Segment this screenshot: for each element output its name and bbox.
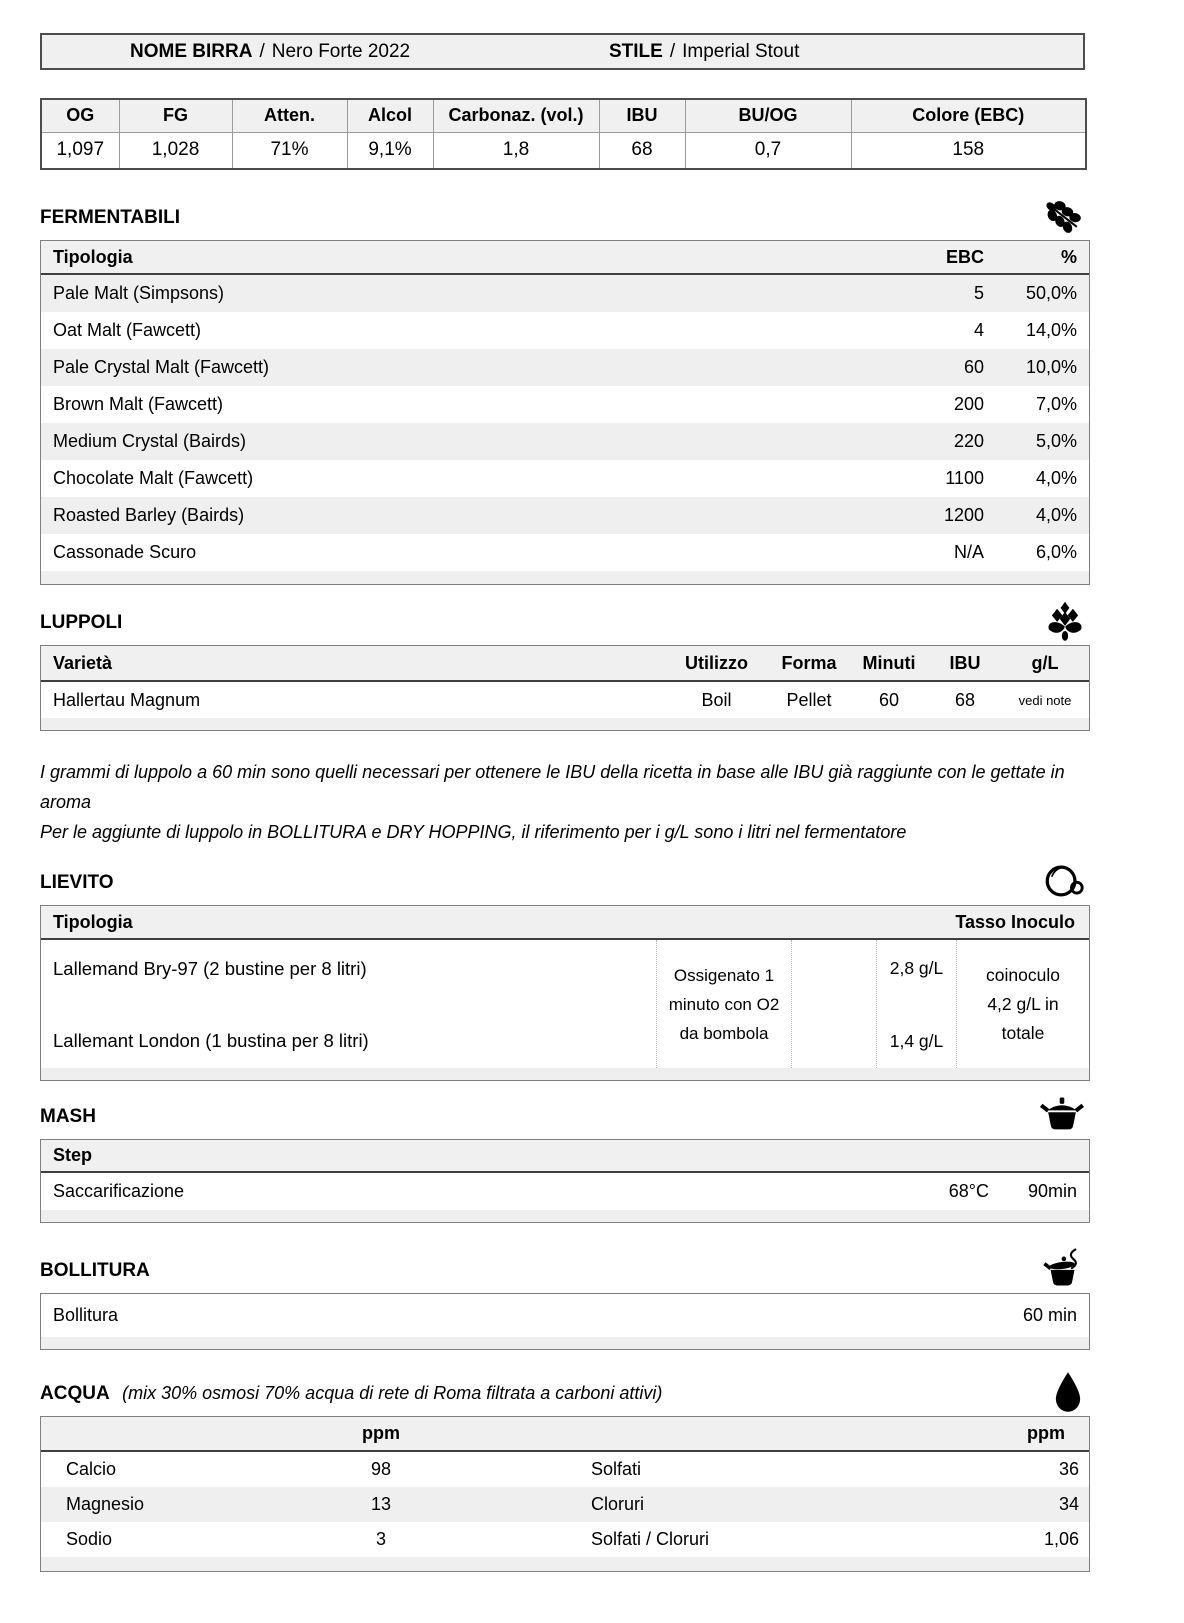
water-ion-value: 13: [370, 1494, 392, 1514]
stats-header-attenuation: Atten.: [232, 99, 347, 132]
hops-header-row: [41, 646, 1089, 682]
fermentables-section-header: [40, 196, 1090, 240]
water-subtitle: (mix 30% osmosi 70% acqua di rete di Roma filtrata a carboni attivi): [122, 1383, 663, 1403]
stats-value-row: [41, 132, 1086, 169]
water-ion-name: Calcio: [66, 1459, 117, 1479]
hops-header-ibu: IBU: [949, 652, 981, 673]
yeast-pitch-rate: 1,4 g/L: [889, 1031, 944, 1051]
hops-header-variety: Varietà: [53, 652, 113, 673]
fermentable-row: [41, 497, 1089, 534]
stats-header-fg: FG: [119, 99, 232, 132]
fermentable-type: Medium Crystal (Bairds): [53, 431, 247, 451]
fermentable-row: [41, 534, 1089, 571]
fermentable-type: Pale Crystal Malt (Fawcett): [53, 357, 270, 377]
yeast-pitch-rates: [876, 940, 956, 1068]
fermentable-ebc: N/A: [953, 542, 984, 562]
mash-header-row: [41, 1140, 1089, 1173]
fermentable-row: [41, 460, 1089, 497]
stats-header-ibu: IBU: [599, 99, 685, 132]
fermentable-type: Pale Malt (Simpsons): [53, 283, 225, 303]
yeast-title: LIEVITO: [40, 872, 114, 893]
yeast-header-row: [41, 906, 1089, 940]
yeast-empty-cell: [791, 940, 876, 1068]
mash-step-name: Saccarificazione: [53, 1181, 185, 1201]
hops-section-header: [40, 601, 1090, 645]
table-footer-stripe: [41, 1210, 1089, 1222]
fermentable-ebc: 5: [973, 283, 984, 303]
stats-value-carbonation: 1,8: [433, 132, 599, 169]
yeast-strain: Lallemand Bry-97 (2 bustine per 8 litri): [53, 958, 367, 979]
fermentables-title: FERMENTABILI: [40, 207, 181, 228]
water-ion-value: 36: [1058, 1459, 1079, 1479]
boiling-pot-icon: [1040, 1248, 1086, 1295]
fermentable-row: [41, 312, 1089, 349]
hop-form: Pellet: [786, 689, 832, 710]
hop-note-line2: Per le aggiunte di luppolo in BOLLITURA e DRY HOPPING, il riferimento per i g/L sono i litri nel fermentatore: [40, 822, 907, 842]
boil-row: [41, 1294, 1089, 1337]
table-footer-stripe: [41, 1068, 1089, 1080]
fermentable-pct: 7,0%: [1035, 394, 1077, 414]
recipe-sheet: [40, 0, 1090, 1572]
fermentable-ebc: 60: [963, 357, 984, 377]
separator: /: [669, 40, 676, 62]
hops-header-minutes: Minuti: [862, 652, 916, 673]
yeast-strains: [41, 940, 656, 1068]
boil-table: [40, 1293, 1090, 1350]
stats-value-attenuation: 71%: [232, 132, 347, 169]
fermentable-type: Roasted Barley (Bairds): [53, 505, 245, 525]
fermentable-type: Brown Malt (Fawcett): [53, 394, 224, 414]
water-ion-name: Solfati / Cloruri: [591, 1529, 710, 1549]
stats-value-alcohol: 9,1%: [347, 132, 433, 169]
fermentable-pct: 5,0%: [1035, 431, 1077, 451]
stats-value-color: 158: [851, 132, 1086, 169]
water-drop-icon: [1050, 1370, 1086, 1419]
table-footer-stripe: [41, 1337, 1089, 1349]
water-row: [41, 1487, 1089, 1522]
fermentable-row: [41, 386, 1089, 423]
hops-header-gl: g/L: [1031, 652, 1059, 673]
hop-cone-icon: [1044, 600, 1086, 647]
fermentables-header-ebc: EBC: [945, 246, 984, 267]
water-ion-name: Sodio: [66, 1529, 113, 1549]
fermentable-pct: 50,0%: [1025, 283, 1077, 303]
fermentable-ebc: 200: [953, 394, 984, 414]
yeast-strain: Lallemant London (1 bustina per 8 litri): [53, 1030, 369, 1051]
hop-use: Boil: [701, 689, 732, 710]
beer-style-label: STILE: [609, 40, 663, 62]
boil-title: BOLLITURA: [40, 1260, 150, 1281]
water-ion-value: 3: [375, 1529, 386, 1549]
fermentable-ebc: 4: [973, 320, 984, 340]
fermentable-type: Cassonade Scuro: [53, 542, 197, 562]
yeast-header-rate: Tasso Inoculo: [955, 911, 1075, 932]
hop-notes: [40, 757, 1090, 847]
water-ion-name: Magnesio: [66, 1494, 145, 1514]
hop-row: [41, 682, 1089, 718]
yeast-pitch-rate: 2,8 g/L: [889, 958, 944, 978]
hops-header-form: Forma: [781, 652, 837, 673]
yeast-header-type: Tipologia: [53, 911, 133, 932]
table-footer-stripe: [41, 718, 1089, 730]
fermentables-header-type: Tipologia: [53, 246, 133, 267]
fermentable-pct: 6,0%: [1035, 542, 1077, 562]
fermentable-row: [41, 423, 1089, 460]
water-ion-name: Cloruri: [591, 1494, 645, 1514]
hop-minutes: 60: [878, 689, 900, 710]
beer-name-label: NOME BIRRA: [130, 40, 253, 62]
title-bar: [40, 33, 1085, 70]
hop-gl: vedi note: [1018, 692, 1072, 708]
mash-step-time: 90min: [1027, 1181, 1077, 1201]
stats-header-bu-og: BU/OG: [685, 99, 851, 132]
hops-table: [40, 645, 1090, 731]
fermentable-pct: 14,0%: [1025, 320, 1077, 340]
fermentable-type: Chocolate Malt (Fawcett): [53, 468, 254, 488]
stats-header-carbonation: Carbonaz. (vol.): [433, 99, 599, 132]
boil-section-header: [40, 1249, 1090, 1293]
fermentable-pct: 4,0%: [1035, 468, 1077, 488]
boil-time: 60 min: [1022, 1305, 1077, 1325]
fermentable-type: Oat Malt (Fawcett): [53, 320, 202, 340]
stats-table: [40, 98, 1087, 170]
water-title-group: [40, 1383, 662, 1405]
stats-header-og: OG: [41, 99, 119, 132]
water-section-header: [40, 1372, 1090, 1416]
yeast-table: [40, 905, 1090, 1081]
table-footer-stripe: [41, 571, 1089, 584]
hop-ibu: 68: [954, 689, 976, 710]
beer-name: [42, 41, 609, 63]
water-ion-value: 1,06: [1043, 1529, 1079, 1549]
fermentables-header-row: [41, 241, 1089, 275]
fermentables-header-pct: %: [1060, 246, 1077, 267]
beer-style: [609, 41, 799, 63]
stats-value-fg: 1,028: [119, 132, 232, 169]
water-ion-name: Solfati: [591, 1459, 642, 1479]
stats-value-ibu: 68: [599, 132, 685, 169]
water-row: [41, 1452, 1089, 1487]
mash-title: MASH: [40, 1106, 96, 1127]
fermentables-table: [40, 240, 1090, 585]
water-header-row: [41, 1417, 1089, 1452]
water-row: [41, 1522, 1089, 1557]
mash-step-temp: 68°C: [948, 1181, 989, 1201]
table-footer-stripe: [41, 1557, 1089, 1571]
water-header-ppm-left: ppm: [362, 1423, 400, 1443]
yeast-cell-icon: [1040, 860, 1086, 907]
yeast-inoculum-note: coinoculo 4,2 g/L in totale: [956, 940, 1089, 1068]
stats-header-row: [41, 99, 1086, 132]
beer-name-value: Nero Forte 2022: [271, 40, 411, 62]
mash-header-step: Step: [53, 1145, 93, 1165]
fermentable-pct: 4,0%: [1035, 505, 1077, 525]
mash-step-row: [41, 1173, 1089, 1210]
hop-variety: Hallertau Magnum: [53, 689, 201, 710]
covered-pot-icon: [1038, 1095, 1086, 1140]
fermentable-ebc: 220: [953, 431, 984, 451]
fermentable-pct: 10,0%: [1025, 357, 1077, 377]
stats-header-alcohol: Alcol: [347, 99, 433, 132]
barley-ear-icon: [1040, 195, 1086, 242]
yeast-section-header: [40, 861, 1090, 905]
beer-style-value: Imperial Stout: [682, 40, 800, 62]
water-ion-value: 98: [370, 1459, 392, 1479]
hop-note-line1: I grammi di luppolo a 60 min sono quelli necessari per ottenere le IBU della ricetta in base alle IBU già raggiunte con le gettate in aroma: [40, 762, 1065, 812]
mash-section-header: [40, 1095, 1090, 1139]
boil-label: Bollitura: [53, 1305, 119, 1325]
stats-value-og: 1,097: [41, 132, 119, 169]
yeast-body: [41, 940, 1089, 1068]
yeast-oxygenation-note: Ossigenato 1 minuto con O2 da bombola: [656, 940, 791, 1068]
hops-title: LUPPOLI: [40, 612, 123, 633]
hops-header-use: Utilizzo: [685, 652, 748, 673]
mash-table: [40, 1139, 1090, 1223]
water-header-ppm-right: ppm: [1027, 1423, 1065, 1443]
separator: /: [259, 40, 265, 62]
fermentable-ebc: 1200: [943, 505, 984, 525]
fermentable-ebc: 1100: [945, 468, 984, 488]
stats-header-color: Colore (EBC): [851, 99, 1086, 132]
water-title: ACQUA: [40, 1383, 110, 1404]
fermentable-row: [41, 349, 1089, 386]
water-ion-value: 34: [1058, 1494, 1079, 1514]
fermentable-row: [41, 275, 1089, 312]
water-table: [40, 1416, 1090, 1572]
stats-value-bu-og: 0,7: [685, 132, 851, 169]
